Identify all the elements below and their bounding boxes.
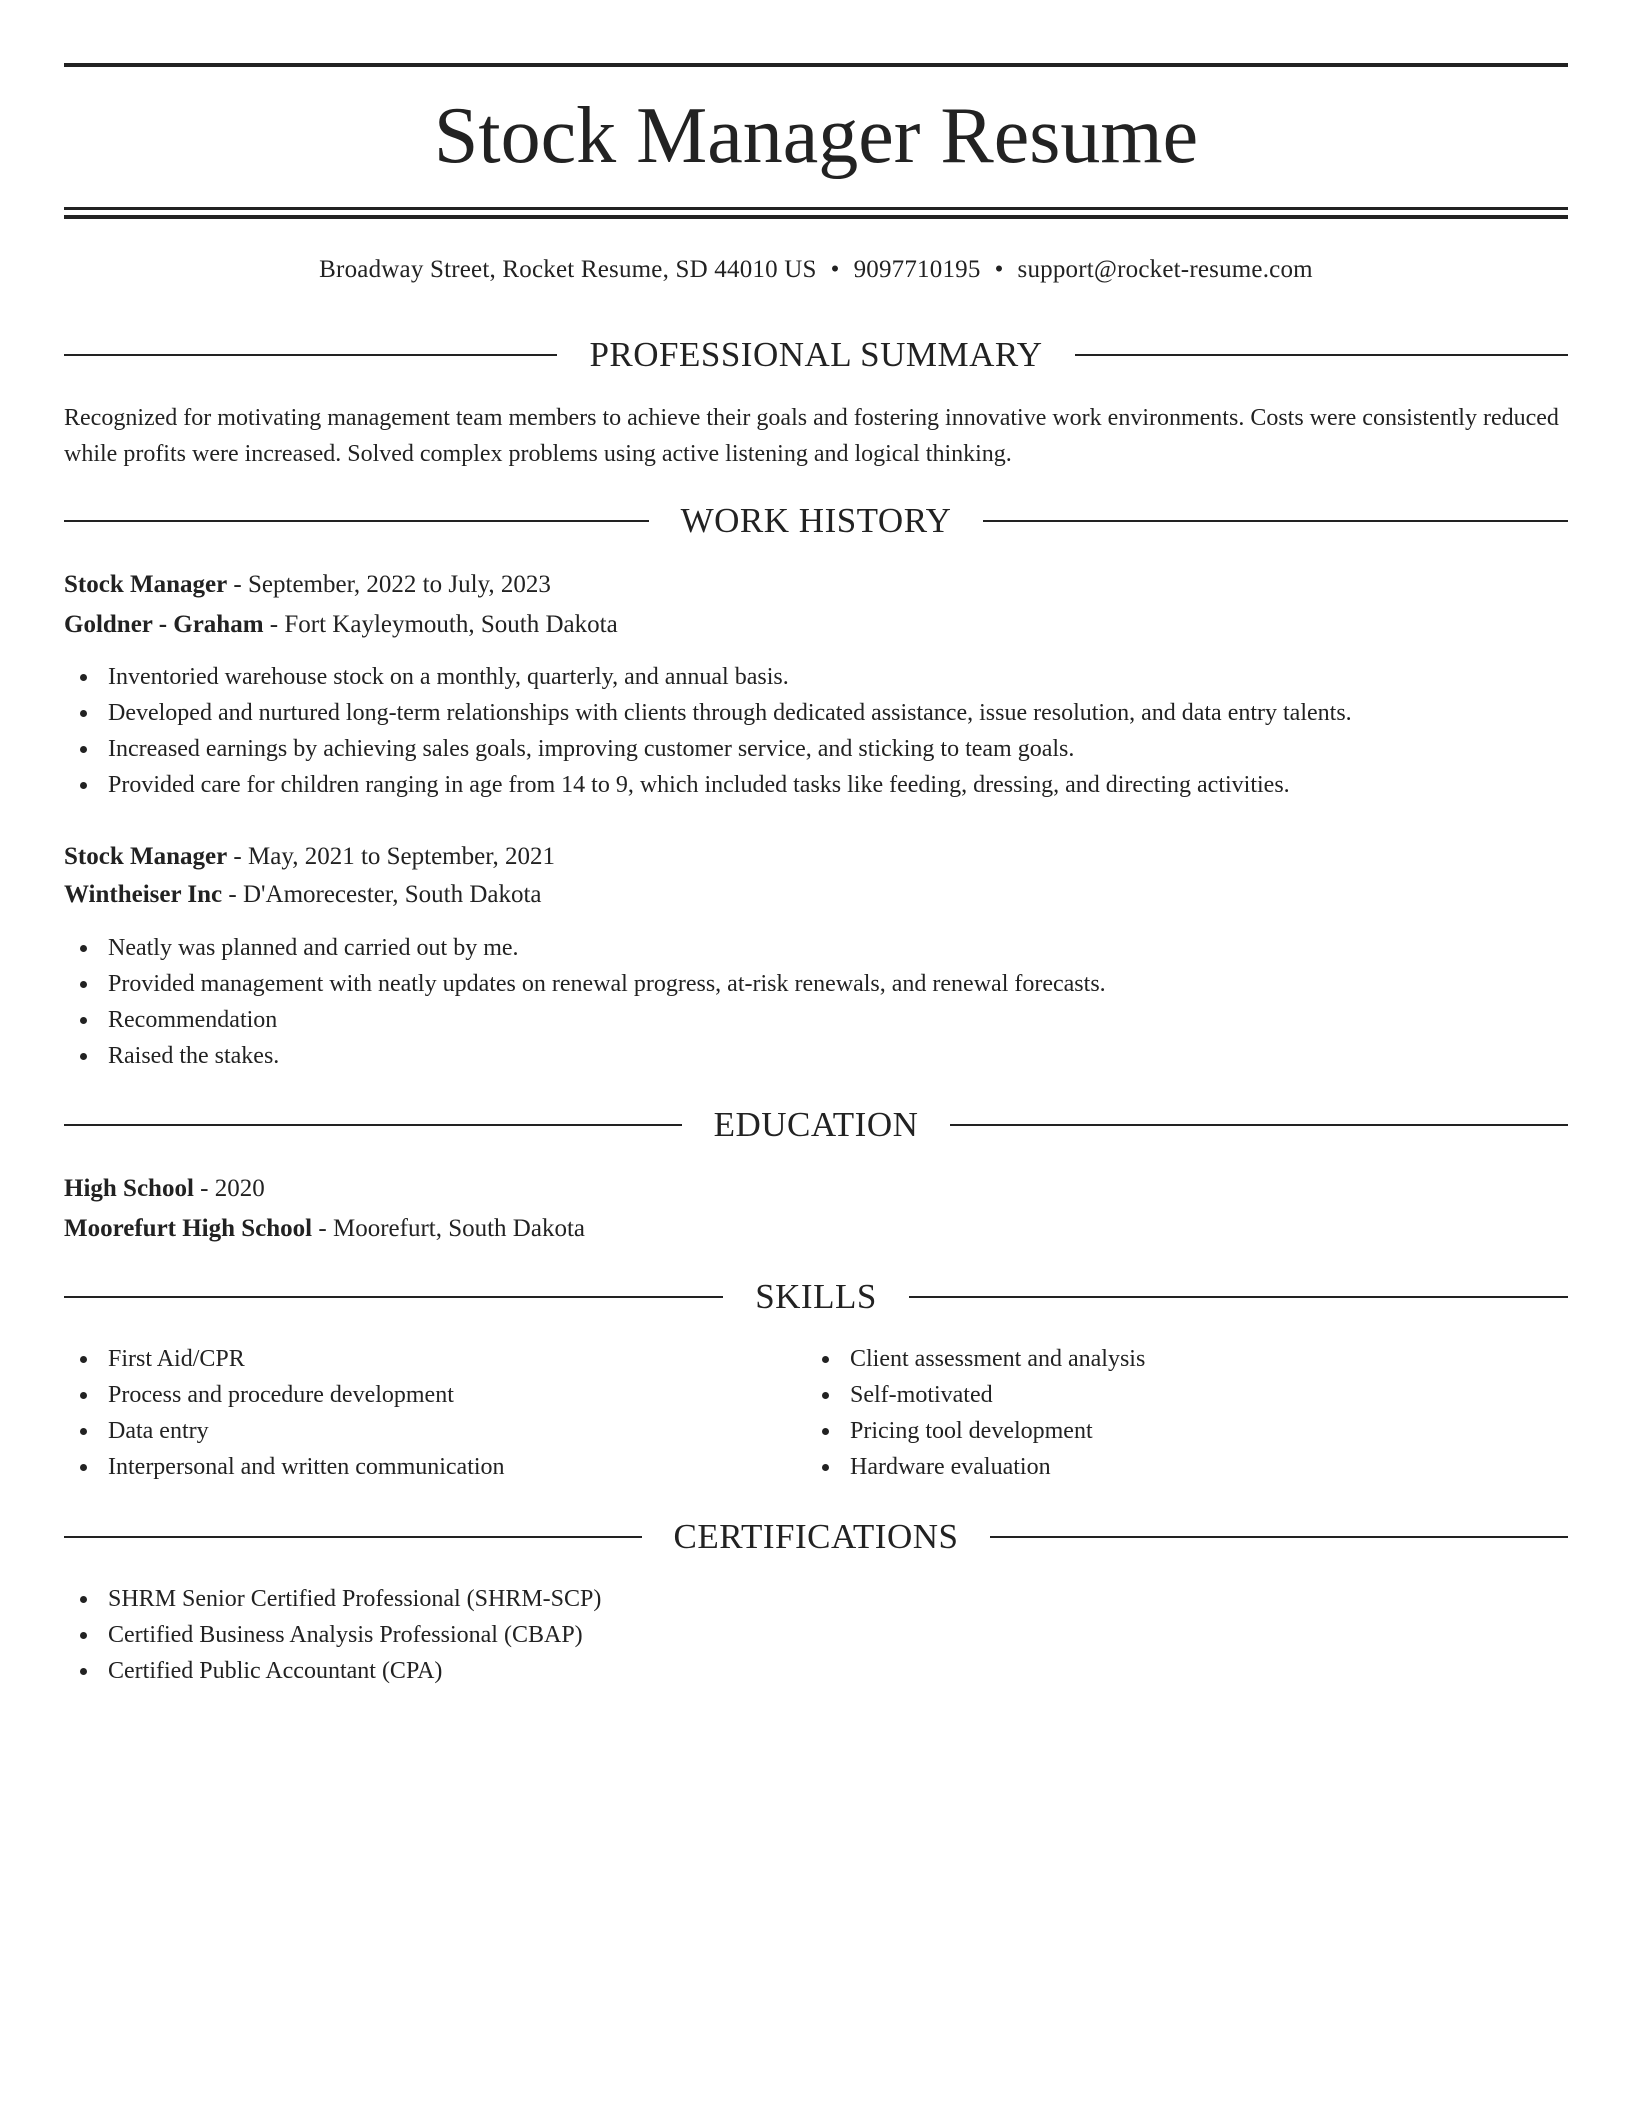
list-item: Interpersonal and written communication: [64, 1449, 505, 1485]
list-item: Process and procedure development: [64, 1377, 505, 1413]
section-title: WORK HISTORY: [680, 501, 952, 540]
education-degree-line: [64, 1170, 265, 1208]
job-title: Stock Manager: [64, 571, 228, 598]
list-item: Inventoried warehouse stock on a monthly, quarterly, and annual basis.: [64, 659, 1352, 695]
resume-title: Stock Manager Resume: [433, 92, 1199, 180]
contact-separator: •: [994, 256, 1004, 283]
section-title: CERTIFICATIONS: [673, 1517, 959, 1556]
section-title: EDUCATION: [713, 1105, 919, 1144]
section-title: PROFESSIONAL SUMMARY: [589, 335, 1043, 374]
section-header-summary: [64, 333, 1568, 377]
section-divider: [983, 520, 1568, 522]
job-company: Goldner - Graham: [64, 611, 264, 638]
job-location: - D'Amorecester, South Dakota: [222, 881, 542, 908]
job-title-line: [64, 566, 551, 604]
list-item: Data entry: [64, 1413, 505, 1449]
list-item: Increased earnings by achieving sales goals, improving customer service, and sticking to team goals.: [64, 731, 1352, 767]
list-item: Recommendation: [64, 1002, 1106, 1038]
list-item: SHRM Senior Certified Professional (SHRM-SCP): [64, 1581, 601, 1617]
list-item: Certified Public Accountant (CPA): [64, 1653, 601, 1689]
section-header-certifications: [64, 1515, 1568, 1559]
section-header-work-history: [64, 499, 1568, 543]
education-degree: High School: [64, 1175, 194, 1202]
title-rule-upper: [64, 207, 1568, 210]
section-title: SKILLS: [755, 1277, 877, 1316]
skills-list-left: [64, 1341, 505, 1485]
contact-line: [64, 252, 1568, 288]
list-item: Raised the stakes.: [64, 1038, 1106, 1074]
list-item: Developed and nurtured long-term relationships with clients through dedicated assistance, issue resolution, and data entry talents.: [64, 695, 1352, 731]
list-item: Provided management with neatly updates on renewal progress, at-risk renewals, and renewal forecasts.: [64, 966, 1106, 1002]
job-dates: - September, 2022 to July, 2023: [227, 571, 551, 598]
section-divider: [64, 1536, 642, 1538]
list-item: Certified Business Analysis Professional (CBAP): [64, 1617, 601, 1653]
skills-list-right: [806, 1341, 1145, 1485]
section-header-education: [64, 1103, 1568, 1147]
section-divider: [64, 520, 649, 522]
job-company-line: [64, 876, 542, 914]
summary-text: Recognized for motivating management team members to achieve their goals and fostering innovative work environments. Costs were consistently reduced while profits were increased. Solved complex problems using active listening and logical thinking.: [64, 405, 1559, 467]
education-year: - 2020: [193, 1175, 265, 1202]
section-divider: [64, 1296, 723, 1298]
section-header-skills: [64, 1275, 1568, 1319]
job-duties-list: [64, 659, 1352, 803]
contact-address: Broadway Street, Rocket Resume, SD 44010 US: [319, 256, 817, 283]
certifications-list: [64, 1581, 601, 1689]
title-rule-lower: [64, 215, 1568, 219]
section-divider: [64, 1124, 682, 1126]
section-divider: [950, 1124, 1568, 1126]
education-school-line: [64, 1210, 585, 1248]
section-divider: [1075, 354, 1568, 356]
job-company: Wintheiser Inc: [64, 881, 223, 908]
job-title: Stock Manager: [64, 843, 228, 870]
contact-phone: 9097710195: [853, 256, 981, 283]
list-item: Hardware evaluation: [806, 1449, 1145, 1485]
contact-email: support@rocket-resume.com: [1017, 256, 1313, 283]
job-company-line: [64, 606, 618, 644]
top-rule: [64, 63, 1568, 67]
job-location: - Fort Kayleymouth, South Dakota: [263, 611, 618, 638]
education-location: - Moorefurt, South Dakota: [312, 1215, 586, 1242]
job-duties-list: [64, 930, 1106, 1074]
list-item: Provided care for children ranging in age from 14 to 9, which included tasks like feeding, dressing, and directing activities.: [64, 767, 1352, 803]
section-divider: [990, 1536, 1568, 1538]
list-item: Pricing tool development: [806, 1413, 1145, 1449]
list-item: Client assessment and analysis: [806, 1341, 1145, 1377]
education-school: Moorefurt High School: [64, 1215, 313, 1242]
list-item: First Aid/CPR: [64, 1341, 505, 1377]
section-divider: [909, 1296, 1568, 1298]
section-divider: [64, 354, 557, 356]
contact-separator: •: [830, 256, 840, 283]
job-dates: - May, 2021 to September, 2021: [227, 843, 556, 870]
list-item: Neatly was planned and carried out by me.: [64, 930, 1106, 966]
job-title-line: [64, 838, 555, 876]
list-item: Self-motivated: [806, 1377, 1145, 1413]
